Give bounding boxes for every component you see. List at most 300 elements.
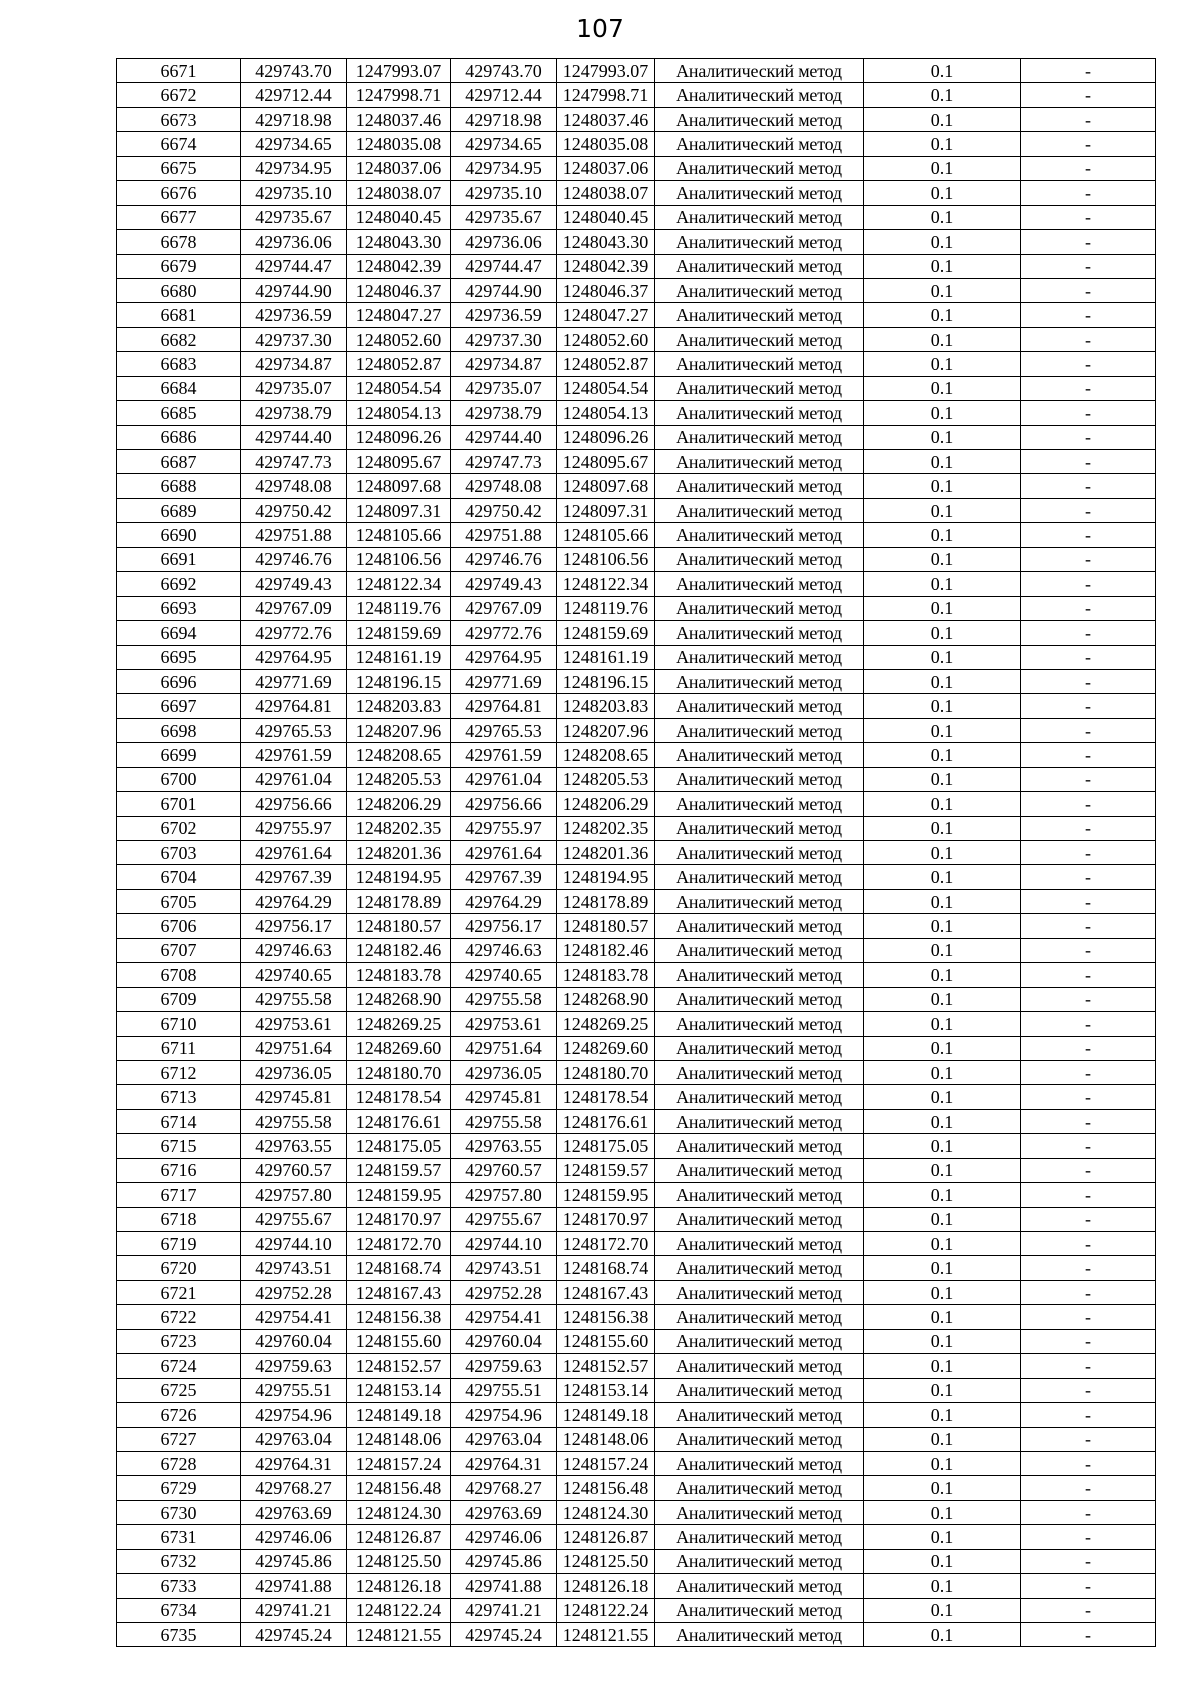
x-old-cell: 429745.81 xyxy=(241,1085,347,1109)
y-new-cell: 1248269.60 xyxy=(557,1036,655,1060)
y-new-cell: 1248202.35 xyxy=(557,816,655,840)
point-number-cell: 6675 xyxy=(117,156,241,180)
method-cell: Аналитический метод xyxy=(655,83,864,107)
accuracy-cell: 0.1 xyxy=(864,181,1021,205)
y-new-cell: 1248042.39 xyxy=(557,254,655,278)
point-number-cell: 6730 xyxy=(117,1500,241,1524)
method-cell: Аналитический метод xyxy=(655,1183,864,1207)
accuracy-cell: 0.1 xyxy=(864,156,1021,180)
table-row xyxy=(117,816,1156,840)
method-cell: Аналитический метод xyxy=(655,278,864,302)
y-new-cell: 1248035.08 xyxy=(557,132,655,156)
y-new-cell: 1248153.14 xyxy=(557,1378,655,1402)
point-number-cell: 6720 xyxy=(117,1256,241,1280)
note-cell: - xyxy=(1021,523,1156,547)
note-cell: - xyxy=(1021,1403,1156,1427)
y-new-cell: 1248176.61 xyxy=(557,1109,655,1133)
method-cell: Аналитический метод xyxy=(655,1598,864,1622)
point-number-cell: 6689 xyxy=(117,498,241,522)
y-new-cell: 1248168.74 xyxy=(557,1256,655,1280)
x-old-cell: 429761.04 xyxy=(241,767,347,791)
point-number-cell: 6688 xyxy=(117,474,241,498)
table-row xyxy=(117,743,1156,767)
y-old-cell: 1248175.05 xyxy=(347,1134,451,1158)
note-cell: - xyxy=(1021,1109,1156,1133)
point-number-cell: 6707 xyxy=(117,938,241,962)
x-old-cell: 429741.88 xyxy=(241,1574,347,1598)
note-cell: - xyxy=(1021,718,1156,742)
point-number-cell: 6680 xyxy=(117,278,241,302)
x-old-cell: 429736.59 xyxy=(241,303,347,327)
table-row xyxy=(117,1060,1156,1084)
accuracy-cell: 0.1 xyxy=(864,1060,1021,1084)
page-number: 107 xyxy=(576,14,624,43)
x-new-cell: 429744.47 xyxy=(451,254,557,278)
accuracy-cell: 0.1 xyxy=(864,1525,1021,1549)
method-cell: Аналитический метод xyxy=(655,572,864,596)
x-old-cell: 429750.42 xyxy=(241,498,347,522)
accuracy-cell: 0.1 xyxy=(864,1623,1021,1647)
note-cell: - xyxy=(1021,254,1156,278)
note-cell: - xyxy=(1021,1598,1156,1622)
method-cell: Аналитический метод xyxy=(655,254,864,278)
method-cell: Аналитический метод xyxy=(655,376,864,400)
y-new-cell: 1248037.46 xyxy=(557,107,655,131)
table-row xyxy=(117,645,1156,669)
x-new-cell: 429767.39 xyxy=(451,865,557,889)
table-row xyxy=(117,1598,1156,1622)
y-new-cell: 1248126.87 xyxy=(557,1525,655,1549)
x-new-cell: 429754.41 xyxy=(451,1305,557,1329)
y-new-cell: 1248269.25 xyxy=(557,1012,655,1036)
y-new-cell: 1248052.87 xyxy=(557,352,655,376)
accuracy-cell: 0.1 xyxy=(864,987,1021,1011)
accuracy-cell: 0.1 xyxy=(864,1036,1021,1060)
accuracy-cell: 0.1 xyxy=(864,425,1021,449)
point-number-cell: 6679 xyxy=(117,254,241,278)
x-old-cell: 429735.07 xyxy=(241,376,347,400)
method-cell: Аналитический метод xyxy=(655,1305,864,1329)
y-new-cell: 1248105.66 xyxy=(557,523,655,547)
point-number-cell: 6704 xyxy=(117,865,241,889)
note-cell: - xyxy=(1021,1256,1156,1280)
x-new-cell: 429746.06 xyxy=(451,1525,557,1549)
y-old-cell: 1248124.30 xyxy=(347,1500,451,1524)
x-old-cell: 429740.65 xyxy=(241,963,347,987)
table-row xyxy=(117,889,1156,913)
x-old-cell: 429763.55 xyxy=(241,1134,347,1158)
table-row xyxy=(117,1623,1156,1647)
accuracy-cell: 0.1 xyxy=(864,1598,1021,1622)
method-cell: Аналитический метод xyxy=(655,523,864,547)
method-cell: Аналитический метод xyxy=(655,230,864,254)
note-cell: - xyxy=(1021,1183,1156,1207)
y-new-cell: 1248206.29 xyxy=(557,792,655,816)
table-row xyxy=(117,83,1156,107)
y-new-cell: 1248096.26 xyxy=(557,425,655,449)
y-new-cell: 1248178.54 xyxy=(557,1085,655,1109)
note-cell: - xyxy=(1021,1134,1156,1158)
note-cell: - xyxy=(1021,1329,1156,1353)
note-cell: - xyxy=(1021,792,1156,816)
x-old-cell: 429764.29 xyxy=(241,889,347,913)
x-old-cell: 429734.95 xyxy=(241,156,347,180)
x-new-cell: 429744.10 xyxy=(451,1232,557,1256)
x-new-cell: 429764.29 xyxy=(451,889,557,913)
x-new-cell: 429764.81 xyxy=(451,694,557,718)
accuracy-cell: 0.1 xyxy=(864,1378,1021,1402)
y-new-cell: 1248268.90 xyxy=(557,987,655,1011)
note-cell: - xyxy=(1021,132,1156,156)
method-cell: Аналитический метод xyxy=(655,1256,864,1280)
accuracy-cell: 0.1 xyxy=(864,694,1021,718)
accuracy-cell: 0.1 xyxy=(864,669,1021,693)
table-row xyxy=(117,1574,1156,1598)
y-new-cell: 1248180.57 xyxy=(557,914,655,938)
x-new-cell: 429765.53 xyxy=(451,718,557,742)
x-new-cell: 429745.81 xyxy=(451,1085,557,1109)
note-cell: - xyxy=(1021,1354,1156,1378)
table-row xyxy=(117,59,1156,83)
method-cell: Аналитический метод xyxy=(655,107,864,131)
note-cell: - xyxy=(1021,1305,1156,1329)
note-cell: - xyxy=(1021,572,1156,596)
method-cell: Аналитический метод xyxy=(655,352,864,376)
x-new-cell: 429744.40 xyxy=(451,425,557,449)
table-row xyxy=(117,694,1156,718)
accuracy-cell: 0.1 xyxy=(864,1158,1021,1182)
x-old-cell: 429744.10 xyxy=(241,1232,347,1256)
x-old-cell: 429755.58 xyxy=(241,987,347,1011)
y-new-cell: 1248052.60 xyxy=(557,327,655,351)
accuracy-cell: 0.1 xyxy=(864,767,1021,791)
point-number-cell: 6684 xyxy=(117,376,241,400)
y-old-cell: 1248047.27 xyxy=(347,303,451,327)
y-old-cell: 1248097.31 xyxy=(347,498,451,522)
y-old-cell: 1248152.57 xyxy=(347,1354,451,1378)
accuracy-cell: 0.1 xyxy=(864,107,1021,131)
note-cell: - xyxy=(1021,1476,1156,1500)
y-old-cell: 1248125.50 xyxy=(347,1549,451,1573)
x-old-cell: 429755.67 xyxy=(241,1207,347,1231)
accuracy-cell: 0.1 xyxy=(864,401,1021,425)
note-cell: - xyxy=(1021,327,1156,351)
x-new-cell: 429760.57 xyxy=(451,1158,557,1182)
method-cell: Аналитический метод xyxy=(655,547,864,571)
point-number-cell: 6727 xyxy=(117,1427,241,1451)
table-row xyxy=(117,1549,1156,1573)
note-cell: - xyxy=(1021,474,1156,498)
note-cell: - xyxy=(1021,621,1156,645)
x-new-cell: 429755.97 xyxy=(451,816,557,840)
method-cell: Аналитический метод xyxy=(655,1060,864,1084)
point-number-cell: 6709 xyxy=(117,987,241,1011)
note-cell: - xyxy=(1021,841,1156,865)
x-new-cell: 429761.04 xyxy=(451,767,557,791)
note-cell: - xyxy=(1021,596,1156,620)
y-old-cell: 1248203.83 xyxy=(347,694,451,718)
y-new-cell: 1248159.57 xyxy=(557,1158,655,1182)
accuracy-cell: 0.1 xyxy=(864,1012,1021,1036)
x-old-cell: 429754.96 xyxy=(241,1403,347,1427)
table-row xyxy=(117,107,1156,131)
y-new-cell: 1248037.06 xyxy=(557,156,655,180)
y-old-cell: 1248122.24 xyxy=(347,1598,451,1622)
y-new-cell: 1248159.95 xyxy=(557,1183,655,1207)
method-cell: Аналитический метод xyxy=(655,474,864,498)
method-cell: Аналитический метод xyxy=(655,1109,864,1133)
y-old-cell: 1248122.34 xyxy=(347,572,451,596)
note-cell: - xyxy=(1021,816,1156,840)
point-number-cell: 6732 xyxy=(117,1549,241,1573)
y-new-cell: 1248155.60 xyxy=(557,1329,655,1353)
note-cell: - xyxy=(1021,181,1156,205)
y-old-cell: 1248201.36 xyxy=(347,841,451,865)
accuracy-cell: 0.1 xyxy=(864,327,1021,351)
x-old-cell: 429755.97 xyxy=(241,816,347,840)
accuracy-cell: 0.1 xyxy=(864,83,1021,107)
accuracy-cell: 0.1 xyxy=(864,450,1021,474)
method-cell: Аналитический метод xyxy=(655,1549,864,1573)
note-cell: - xyxy=(1021,1525,1156,1549)
accuracy-cell: 0.1 xyxy=(864,1256,1021,1280)
table-row xyxy=(117,841,1156,865)
x-old-cell: 429734.87 xyxy=(241,352,347,376)
x-new-cell: 429754.96 xyxy=(451,1403,557,1427)
accuracy-cell: 0.1 xyxy=(864,1329,1021,1353)
note-cell: - xyxy=(1021,1500,1156,1524)
method-cell: Аналитический метод xyxy=(655,792,864,816)
x-new-cell: 429736.05 xyxy=(451,1060,557,1084)
point-number-cell: 6708 xyxy=(117,963,241,987)
table-row xyxy=(117,572,1156,596)
y-new-cell: 1248119.76 xyxy=(557,596,655,620)
x-old-cell: 429754.41 xyxy=(241,1305,347,1329)
x-new-cell: 429755.58 xyxy=(451,1109,557,1133)
x-old-cell: 429743.51 xyxy=(241,1256,347,1280)
x-new-cell: 429755.58 xyxy=(451,987,557,1011)
table-row xyxy=(117,718,1156,742)
x-old-cell: 429764.95 xyxy=(241,645,347,669)
point-number-cell: 6687 xyxy=(117,450,241,474)
table-row xyxy=(117,181,1156,205)
x-old-cell: 429746.06 xyxy=(241,1525,347,1549)
point-number-cell: 6693 xyxy=(117,596,241,620)
y-new-cell: 1248148.06 xyxy=(557,1427,655,1451)
x-old-cell: 429757.80 xyxy=(241,1183,347,1207)
note-cell: - xyxy=(1021,743,1156,767)
point-number-cell: 6681 xyxy=(117,303,241,327)
x-old-cell: 429763.04 xyxy=(241,1427,347,1451)
table-row xyxy=(117,865,1156,889)
y-old-cell: 1248208.65 xyxy=(347,743,451,767)
x-new-cell: 429763.55 xyxy=(451,1134,557,1158)
point-number-cell: 6701 xyxy=(117,792,241,816)
accuracy-cell: 0.1 xyxy=(864,303,1021,327)
table-row xyxy=(117,621,1156,645)
y-old-cell: 1248054.54 xyxy=(347,376,451,400)
accuracy-cell: 0.1 xyxy=(864,1403,1021,1427)
table-row xyxy=(117,1378,1156,1402)
x-new-cell: 429737.30 xyxy=(451,327,557,351)
point-number-cell: 6713 xyxy=(117,1085,241,1109)
point-number-cell: 6677 xyxy=(117,205,241,229)
table-row xyxy=(117,132,1156,156)
x-old-cell: 429738.79 xyxy=(241,401,347,425)
accuracy-cell: 0.1 xyxy=(864,1280,1021,1304)
point-number-cell: 6703 xyxy=(117,841,241,865)
y-old-cell: 1248178.89 xyxy=(347,889,451,913)
point-number-cell: 6724 xyxy=(117,1354,241,1378)
accuracy-cell: 0.1 xyxy=(864,1549,1021,1573)
accuracy-cell: 0.1 xyxy=(864,254,1021,278)
y-old-cell: 1248042.39 xyxy=(347,254,451,278)
method-cell: Аналитический метод xyxy=(655,841,864,865)
point-number-cell: 6710 xyxy=(117,1012,241,1036)
x-new-cell: 429764.31 xyxy=(451,1451,557,1475)
method-cell: Аналитический метод xyxy=(655,205,864,229)
y-old-cell: 1248196.15 xyxy=(347,669,451,693)
x-old-cell: 429755.51 xyxy=(241,1378,347,1402)
y-new-cell: 1248156.38 xyxy=(557,1305,655,1329)
y-old-cell: 1248037.46 xyxy=(347,107,451,131)
note-cell: - xyxy=(1021,1012,1156,1036)
point-number-cell: 6691 xyxy=(117,547,241,571)
point-number-cell: 6711 xyxy=(117,1036,241,1060)
accuracy-cell: 0.1 xyxy=(864,1134,1021,1158)
x-old-cell: 429736.06 xyxy=(241,230,347,254)
accuracy-cell: 0.1 xyxy=(864,1085,1021,1109)
table-row xyxy=(117,1085,1156,1109)
table-row xyxy=(117,205,1156,229)
y-new-cell: 1248203.83 xyxy=(557,694,655,718)
point-number-cell: 6692 xyxy=(117,572,241,596)
method-cell: Аналитический метод xyxy=(655,1500,864,1524)
table-row xyxy=(117,767,1156,791)
note-cell: - xyxy=(1021,1060,1156,1084)
y-new-cell: 1248149.18 xyxy=(557,1403,655,1427)
x-old-cell: 429759.63 xyxy=(241,1354,347,1378)
y-old-cell: 1248052.87 xyxy=(347,352,451,376)
note-cell: - xyxy=(1021,376,1156,400)
y-new-cell: 1248047.27 xyxy=(557,303,655,327)
note-cell: - xyxy=(1021,547,1156,571)
method-cell: Аналитический метод xyxy=(655,1354,864,1378)
y-new-cell: 1247993.07 xyxy=(557,59,655,83)
note-cell: - xyxy=(1021,1207,1156,1231)
y-old-cell: 1248054.13 xyxy=(347,401,451,425)
note-cell: - xyxy=(1021,278,1156,302)
note-cell: - xyxy=(1021,1623,1156,1647)
table-row xyxy=(117,963,1156,987)
y-old-cell: 1248040.45 xyxy=(347,205,451,229)
y-old-cell: 1248038.07 xyxy=(347,181,451,205)
x-new-cell: 429763.69 xyxy=(451,1500,557,1524)
point-number-cell: 6699 xyxy=(117,743,241,767)
point-number-cell: 6685 xyxy=(117,401,241,425)
table-row xyxy=(117,1109,1156,1133)
x-old-cell: 429744.40 xyxy=(241,425,347,449)
y-old-cell: 1248269.60 xyxy=(347,1036,451,1060)
y-old-cell: 1248168.74 xyxy=(347,1256,451,1280)
note-cell: - xyxy=(1021,889,1156,913)
x-new-cell: 429745.86 xyxy=(451,1549,557,1573)
table-row xyxy=(117,1403,1156,1427)
accuracy-cell: 0.1 xyxy=(864,1476,1021,1500)
accuracy-cell: 0.1 xyxy=(864,1451,1021,1475)
x-new-cell: 429734.65 xyxy=(451,132,557,156)
note-cell: - xyxy=(1021,401,1156,425)
table-row xyxy=(117,1329,1156,1353)
x-old-cell: 429718.98 xyxy=(241,107,347,131)
x-new-cell: 429741.21 xyxy=(451,1598,557,1622)
method-cell: Аналитический метод xyxy=(655,865,864,889)
note-cell: - xyxy=(1021,352,1156,376)
method-cell: Аналитический метод xyxy=(655,156,864,180)
x-old-cell: 429767.09 xyxy=(241,596,347,620)
note-cell: - xyxy=(1021,83,1156,107)
x-old-cell: 429768.27 xyxy=(241,1476,347,1500)
y-new-cell: 1248159.69 xyxy=(557,621,655,645)
x-new-cell: 429718.98 xyxy=(451,107,557,131)
x-old-cell: 429771.69 xyxy=(241,669,347,693)
method-cell: Аналитический метод xyxy=(655,645,864,669)
y-old-cell: 1248126.87 xyxy=(347,1525,451,1549)
table-row xyxy=(117,352,1156,376)
x-old-cell: 429764.31 xyxy=(241,1451,347,1475)
y-old-cell: 1248268.90 xyxy=(347,987,451,1011)
accuracy-cell: 0.1 xyxy=(864,645,1021,669)
y-new-cell: 1248122.34 xyxy=(557,572,655,596)
y-old-cell: 1248194.95 xyxy=(347,865,451,889)
method-cell: Аналитический метод xyxy=(655,59,864,83)
method-cell: Аналитический метод xyxy=(655,743,864,767)
y-old-cell: 1248202.35 xyxy=(347,816,451,840)
point-number-cell: 6706 xyxy=(117,914,241,938)
y-old-cell: 1248035.08 xyxy=(347,132,451,156)
table-row xyxy=(117,1500,1156,1524)
table-row xyxy=(117,425,1156,449)
accuracy-cell: 0.1 xyxy=(864,474,1021,498)
x-new-cell: 429749.43 xyxy=(451,572,557,596)
x-new-cell: 429767.09 xyxy=(451,596,557,620)
method-cell: Аналитический метод xyxy=(655,669,864,693)
x-old-cell: 429772.76 xyxy=(241,621,347,645)
x-old-cell: 429756.66 xyxy=(241,792,347,816)
table-row xyxy=(117,1158,1156,1182)
method-cell: Аналитический метод xyxy=(655,914,864,938)
x-new-cell: 429736.59 xyxy=(451,303,557,327)
y-old-cell: 1248183.78 xyxy=(347,963,451,987)
method-cell: Аналитический метод xyxy=(655,132,864,156)
x-new-cell: 429734.95 xyxy=(451,156,557,180)
y-new-cell: 1248054.13 xyxy=(557,401,655,425)
point-number-cell: 6698 xyxy=(117,718,241,742)
x-new-cell: 429759.63 xyxy=(451,1354,557,1378)
x-old-cell: 429765.53 xyxy=(241,718,347,742)
point-number-cell: 6719 xyxy=(117,1232,241,1256)
method-cell: Аналитический метод xyxy=(655,694,864,718)
y-new-cell: 1248201.36 xyxy=(557,841,655,865)
table-row xyxy=(117,547,1156,571)
y-old-cell: 1248106.56 xyxy=(347,547,451,571)
point-number-cell: 6686 xyxy=(117,425,241,449)
table-row xyxy=(117,278,1156,302)
accuracy-cell: 0.1 xyxy=(864,1574,1021,1598)
table-row xyxy=(117,1207,1156,1231)
method-cell: Аналитический метод xyxy=(655,1207,864,1231)
x-old-cell: 429749.43 xyxy=(241,572,347,596)
